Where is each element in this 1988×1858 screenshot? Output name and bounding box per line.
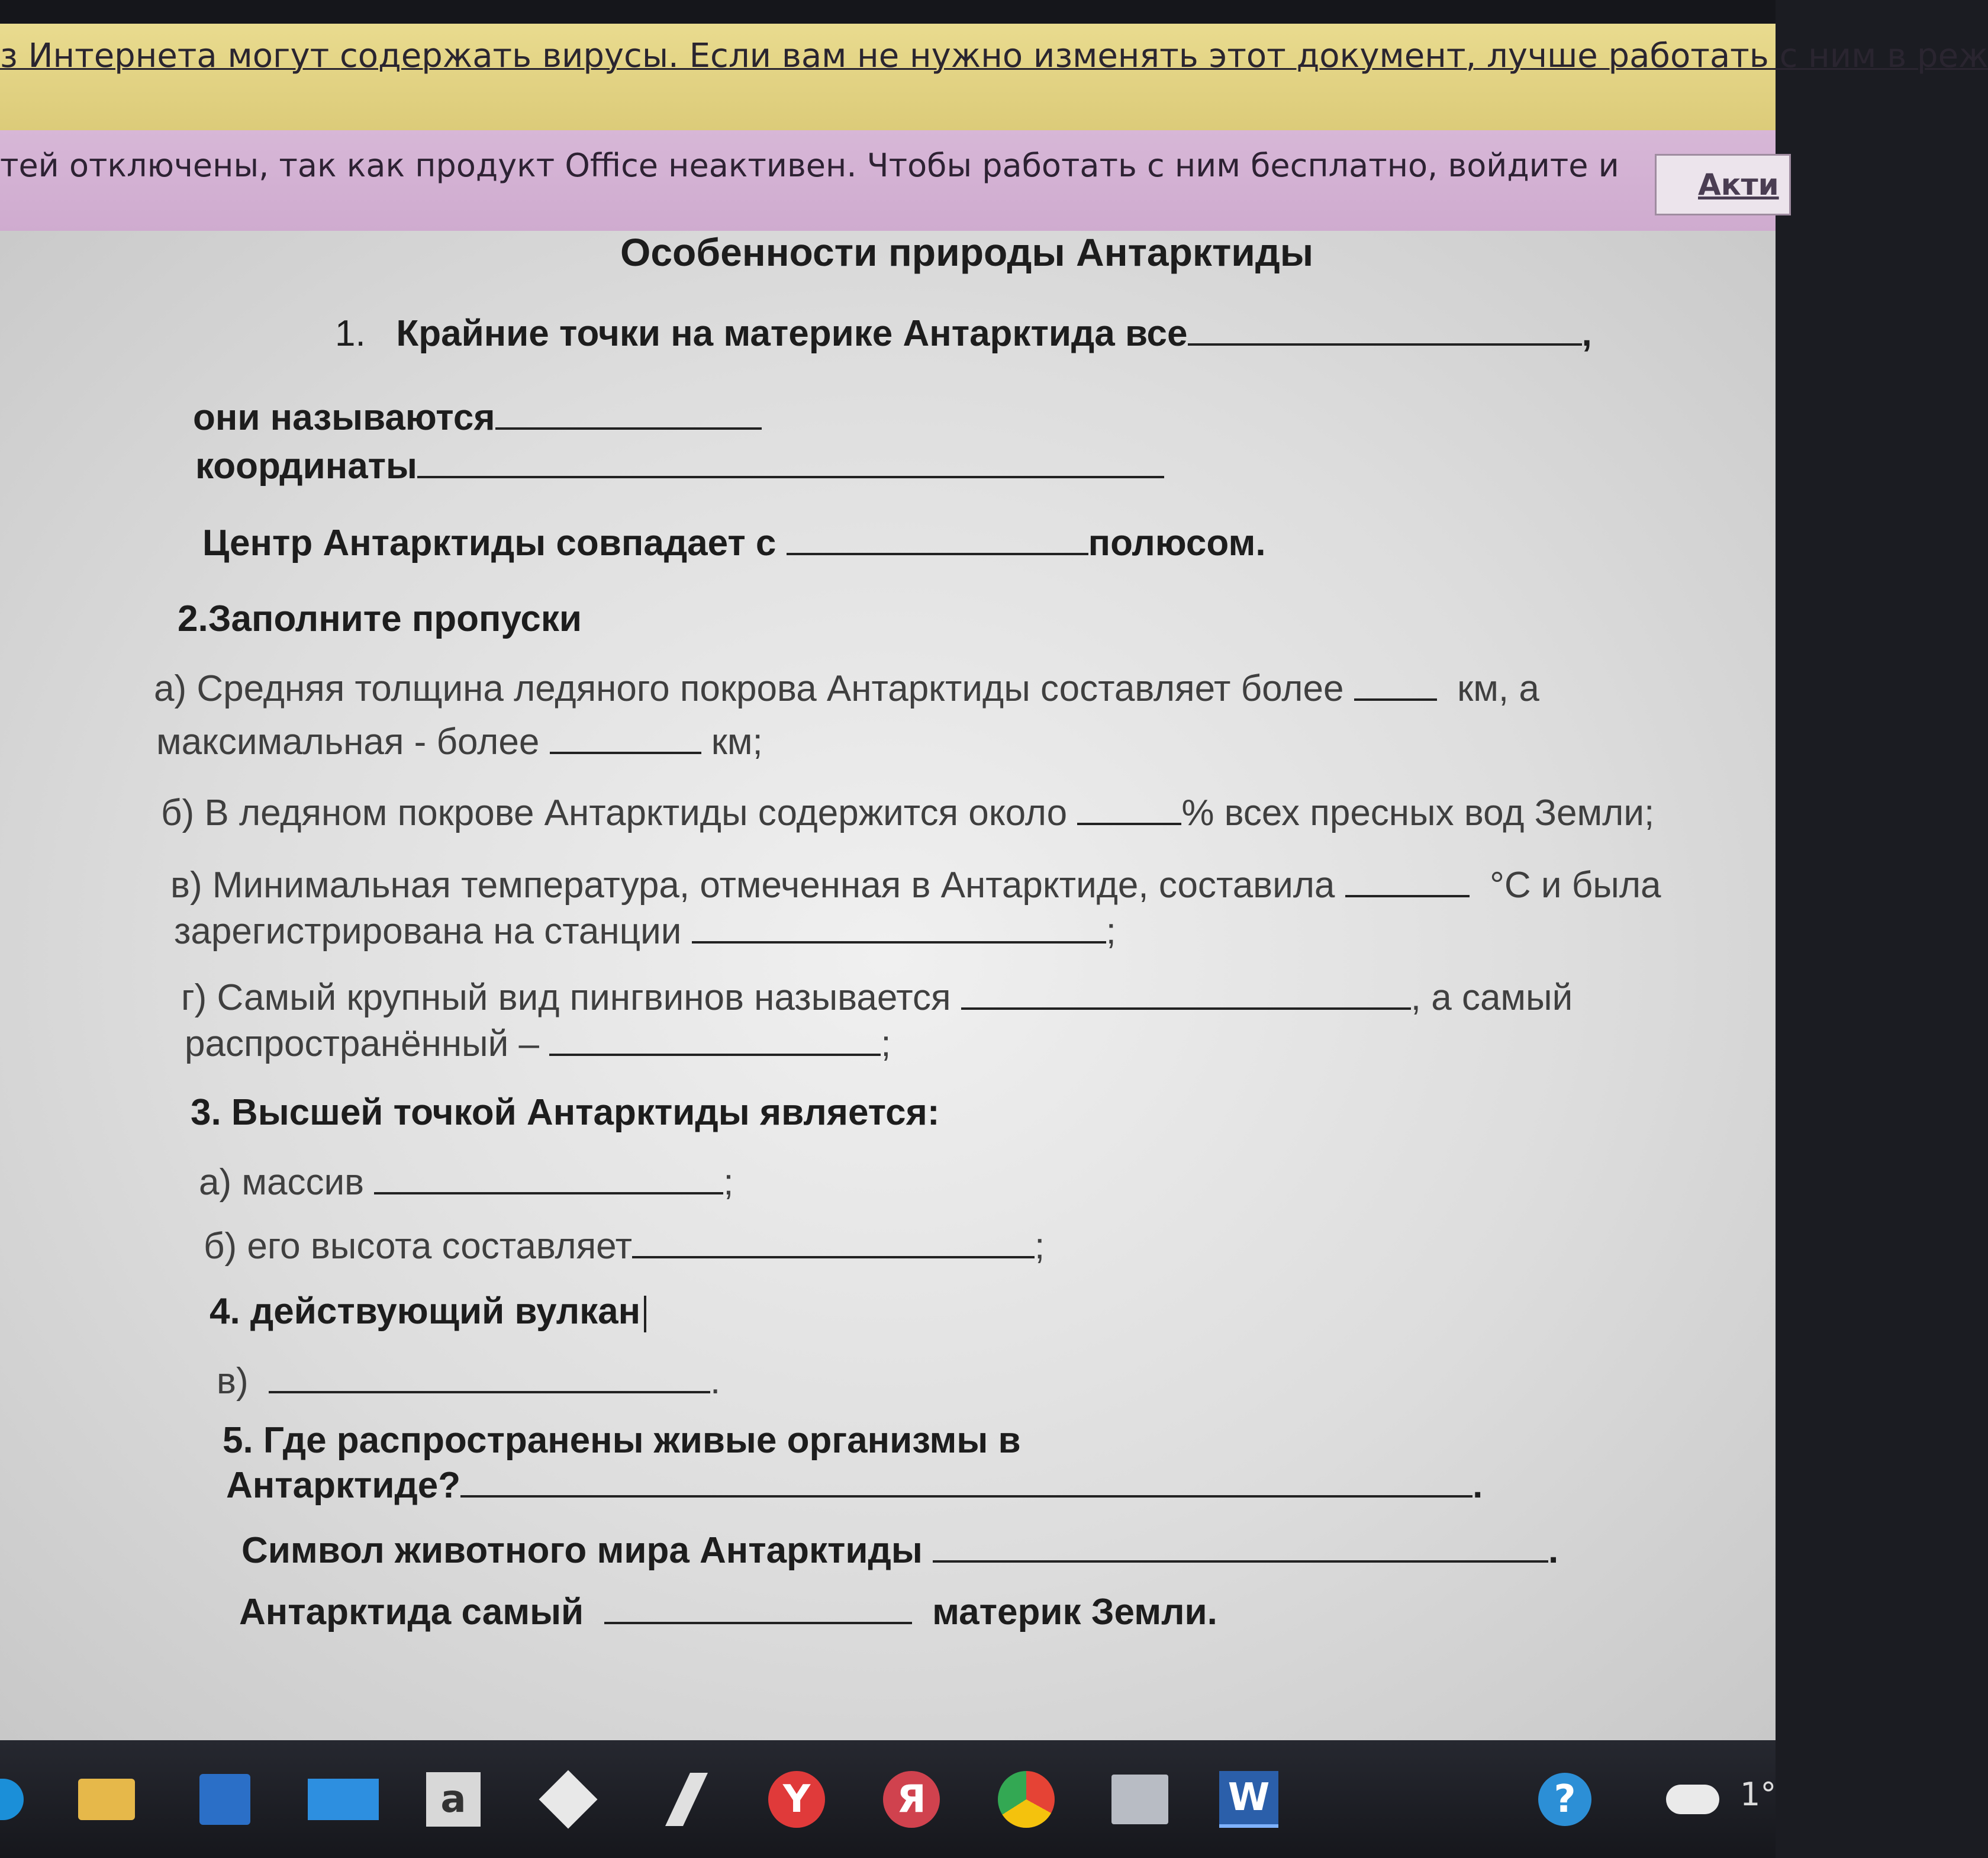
store-shape (199, 1774, 250, 1825)
q4-line (210, 1290, 646, 1332)
activation-bar (0, 130, 1779, 233)
q5-blank[interactable] (460, 1463, 1473, 1498)
winamp-icon[interactable] (657, 1770, 716, 1829)
activate-button[interactable]: Акти (1655, 154, 1791, 215)
q5-most-end: материк Земли. (932, 1592, 1217, 1632)
q3-title: 3. Высшей точкой Антарктиды является: (191, 1092, 940, 1133)
q5-symbol-text: Символ животного мира Антарктиды (241, 1530, 923, 1571)
q2-g-end2: ; (881, 1023, 891, 1064)
q2-a-blank1[interactable] (1354, 666, 1437, 701)
q5-most-text: Антарктида самый (239, 1592, 584, 1632)
dropbox-icon[interactable] (539, 1770, 598, 1829)
q2-b-line (161, 791, 1654, 834)
q2-a-end1: км, а (1457, 668, 1539, 709)
q3-a-text: а) массив (199, 1162, 365, 1203)
start-button[interactable] (0, 1770, 24, 1829)
q5-line1: 5. Где распространены живые организмы в (223, 1420, 1021, 1461)
tray-clock[interactable]: 1° (1740, 1776, 1777, 1813)
start-icon (0, 1779, 24, 1820)
q1-center-label: Центр Антарктиды совпадает с (202, 523, 776, 563)
q5-line2 (226, 1463, 1483, 1506)
q2-a-line2 (156, 720, 763, 763)
q2-b-end: % всех пресных вод Земли; (1181, 793, 1655, 833)
q1-center-blank[interactable] (787, 521, 1088, 555)
yandex-browser-icon[interactable] (767, 1770, 826, 1829)
q2-g-text2: распространённый – (185, 1023, 539, 1064)
a-app-glyph: a (426, 1772, 481, 1827)
q1-coords-label: координаты (195, 446, 417, 487)
q4-v-end: . (710, 1361, 721, 1402)
q4-v-line (217, 1359, 720, 1402)
q1-named-line (193, 395, 762, 439)
q2-a-blank2[interactable] (550, 720, 701, 754)
q5-line2-text: Антарктиде? (226, 1465, 461, 1506)
window-top-edge (0, 0, 1776, 24)
q2-v-line2 (174, 909, 1116, 952)
mail-icon[interactable] (308, 1770, 379, 1829)
q2-v-blank1[interactable] (1345, 863, 1470, 897)
scanner-shape (1111, 1775, 1168, 1824)
yandex-browser-glyph: Y (768, 1771, 825, 1828)
q2-a-end2: км; (711, 722, 763, 762)
q4-title: 4. действующий вулкан (210, 1291, 641, 1332)
yandex-icon[interactable] (882, 1770, 941, 1829)
q2-g-end1: , а самый (1410, 977, 1573, 1018)
q1-named-blank[interactable] (495, 395, 762, 430)
q1-comma: , (1581, 313, 1592, 354)
q1-text: Крайние точки на материке Антарктида все (396, 313, 1188, 354)
q2-v-text: в) Минимальная температура, отмеченная в Антарктиде, составила (170, 865, 1335, 906)
scanner-icon[interactable] (1110, 1770, 1169, 1829)
word-icon[interactable] (1219, 1770, 1278, 1829)
q2-v-end1: °С и была (1490, 865, 1661, 906)
help-icon[interactable] (1535, 1770, 1594, 1829)
envelope-shape (308, 1779, 379, 1820)
q3-a-blank[interactable] (374, 1160, 723, 1194)
q2-v-text2: зарегистрирована на станции (174, 911, 682, 952)
activation-message: тей отключены, так как продукт Office неактивен. Чтобы работать с ним бесплатно, войдите и (0, 147, 1619, 184)
cloud-shape (1666, 1785, 1719, 1814)
q2-g-text: г) Самый крупный вид пингвинов называется (181, 977, 951, 1018)
dropbox-shape (539, 1770, 598, 1829)
q1-coords-line (195, 444, 1164, 487)
q4-v-blank[interactable] (269, 1359, 710, 1393)
q3-a-line (199, 1160, 734, 1203)
q2-g-blank1[interactable] (961, 975, 1411, 1010)
protected-view-message[interactable]: з Интернета могут содержать вирусы. Если вам не нужно изменять этот документ, лучше работать с ним в реж (0, 37, 1988, 75)
q5-symbol-blank[interactable] (933, 1528, 1548, 1563)
q2-g-line1 (181, 975, 1573, 1019)
taskbar (0, 1740, 1776, 1858)
text-cursor (644, 1296, 646, 1332)
protected-view-bar (0, 24, 1988, 132)
file-explorer-icon[interactable] (77, 1770, 136, 1829)
q3-b-line (204, 1224, 1045, 1267)
q2-g-line2 (185, 1022, 891, 1065)
a-app-icon[interactable] (424, 1770, 483, 1829)
q1-line (335, 311, 1592, 355)
q1-named-label: они называются (193, 397, 495, 438)
folder-shape (78, 1779, 135, 1820)
q2-b-text: б) В ледяном покрове Антарктиды содержится около (161, 793, 1068, 833)
q1-center-end: полюсом. (1088, 523, 1266, 563)
q2-v-end2: ; (1106, 911, 1116, 952)
q5-most-blank[interactable] (604, 1590, 912, 1624)
store-icon[interactable] (195, 1770, 254, 1829)
document-title: Особенности природы Антарктиды (620, 230, 1314, 274)
word-glyph: W (1219, 1771, 1278, 1828)
q3-b-blank[interactable] (632, 1224, 1035, 1258)
q4-v-text: в) (217, 1361, 249, 1402)
q1-coords-blank[interactable] (417, 444, 1164, 478)
q1-blank[interactable] (1188, 311, 1582, 346)
chrome-icon[interactable] (997, 1770, 1056, 1829)
q2-a-line1 (154, 666, 1539, 710)
q5-end: . (1473, 1465, 1483, 1506)
chrome-shape (998, 1771, 1055, 1828)
q2-g-blank2[interactable] (549, 1022, 881, 1056)
q5-symbol-end: . (1548, 1530, 1559, 1571)
q2-a-text2: максимальная - более (156, 722, 540, 762)
q2-b-blank[interactable] (1077, 791, 1181, 825)
q3-a-end: ; (723, 1162, 734, 1203)
q3-b-text: б) его высота составляет (204, 1226, 632, 1267)
bolt-shape (665, 1773, 708, 1826)
q2-title: 2.Заполните пропуски (178, 598, 582, 639)
q5-most-line (239, 1590, 1217, 1633)
cloud-icon[interactable] (1663, 1770, 1722, 1829)
q2-a-text: а) Средняя толщина ледяного покрова Антарктиды составляет более (154, 668, 1344, 709)
q1-number: 1. (335, 313, 366, 354)
q3-b-end: ; (1035, 1226, 1045, 1267)
yandex-glyph: Я (883, 1771, 940, 1828)
document-page[interactable] (0, 231, 1776, 1740)
q2-v-blank2[interactable] (692, 909, 1106, 944)
q1-center-line (202, 521, 1266, 564)
q2-v-line1 (170, 863, 1661, 906)
q5-symbol-line (241, 1528, 1558, 1572)
help-glyph: ? (1538, 1773, 1591, 1826)
